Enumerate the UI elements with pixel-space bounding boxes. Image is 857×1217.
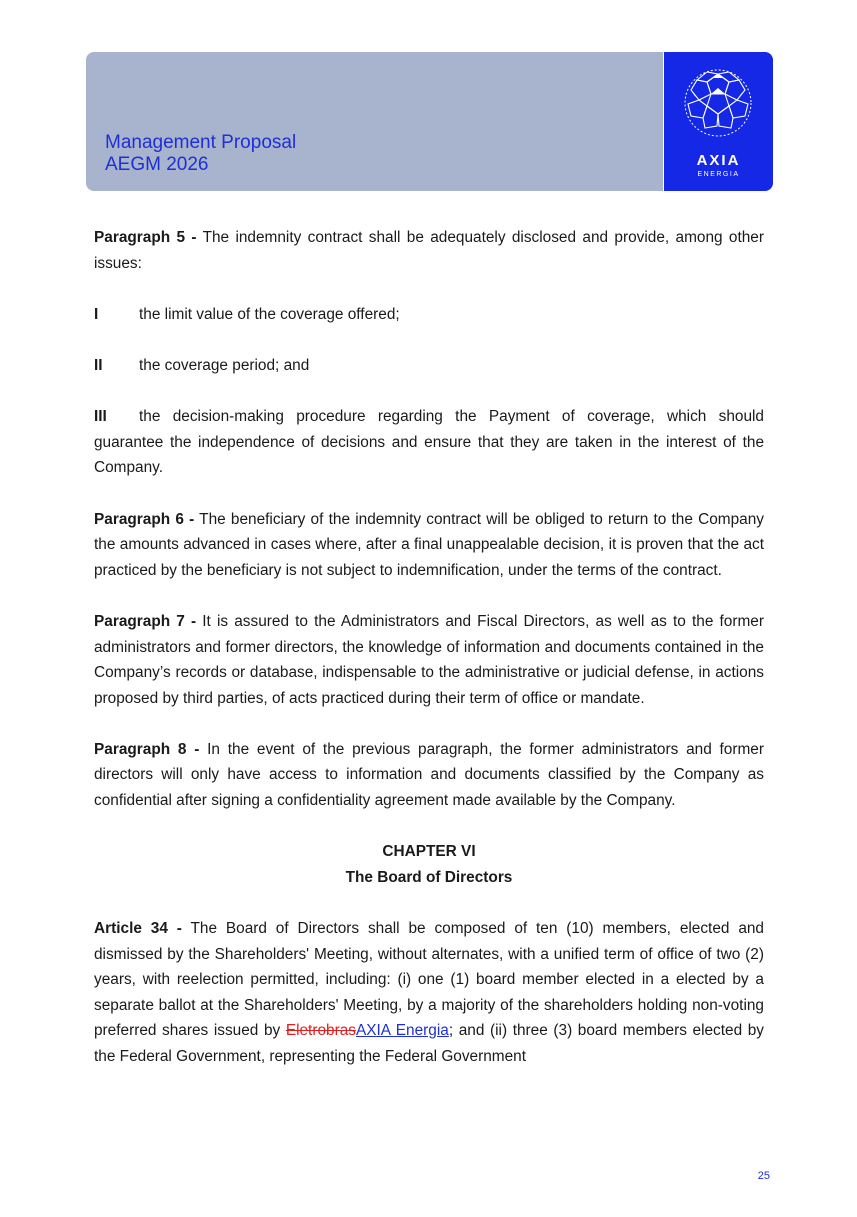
list-item-text: the limit value of the coverage offered; (139, 305, 400, 323)
logo-subtext: ENERGIA (697, 171, 740, 178)
geodesic-globe-icon (683, 68, 753, 138)
list-item-number: I (94, 305, 99, 323)
paragraph-7-lead: Paragraph 7 - (94, 612, 197, 630)
article-34-text: The Board of Directors shall be composed of ten (10) members, elected and dismissed by the Shareholders' Meeting, without alternates, with a unified term of office of two (2) years, with reelection permitted, including: (i) one (1) board member elected in a elected by a separate ballot at the Shareholders' Meeting, by a majority of the shareholders holding non-voting preferred shares issued by (94, 920, 764, 1040)
paragraph-8-lead: Paragraph 8 - (94, 740, 200, 758)
company-logo (664, 52, 773, 191)
list-item (94, 302, 764, 328)
paragraph-7 (94, 609, 764, 711)
paragraph-5-text: The indemnity contract shall be adequately disclosed and provide, among other issues: (94, 229, 764, 272)
paragraph-5-lead: Paragraph 5 - (94, 229, 197, 246)
paragraph-5 (94, 225, 764, 276)
page-number: 25 (757, 1170, 770, 1182)
article-34-text-continued: ; and (ii) three (3) board members elected by the Federal Government, representing the Federal Government (94, 1022, 764, 1065)
list-item (94, 404, 764, 481)
paragraph-7-text: It is assured to the Administrators and Fiscal Directors, as well as to the former administrators and former directors, the knowledge of information and documents contained in the Company’s records or database, indispensable to the administrative or judicial defense, in actions proposed by third parties, of acts practiced during their term of office or mandate. (94, 612, 764, 707)
title-line-1: Management Proposal (105, 132, 297, 153)
chapter-title: The Board of Directors (345, 868, 513, 886)
paragraph-6 (94, 507, 764, 584)
logo-wordmark: AXIA (696, 152, 741, 169)
article-34-lead: Article 34 - (94, 920, 182, 938)
deleted-text: Eletrobras (285, 1022, 356, 1040)
list-item-number: III (94, 408, 107, 426)
chapter-number: CHAPTER VI (382, 843, 476, 861)
list-item-text: the coverage period; and (139, 356, 310, 374)
list-item-number: II (94, 356, 103, 374)
document-title (105, 132, 296, 176)
title-line-2: AEGM 2026 (105, 154, 209, 175)
paragraph-8-text: In the event of the previous paragraph, the former administrators and former directors will only have access to information and documents classified by the Company as confidential after signing a confidentiality agreement made available by the Company. (94, 740, 764, 810)
paragraph-6-lead: Paragraph 6 - (94, 510, 195, 528)
paragraph-6-text: The beneficiary of the indemnity contract will be obliged to return to the Company the amounts advanced in cases where, after a final unappealable decision, it is proven that the act practiced by the beneficiary is not subject to indemnification, under the terms of the contract. (94, 510, 764, 579)
article-34 (94, 916, 764, 1070)
document-body (94, 225, 764, 1070)
paragraph-8 (94, 737, 764, 814)
list-item (94, 353, 764, 379)
header-band (86, 52, 663, 191)
list-item-text: the decision-making procedure regarding the Payment of coverage, which should guarantee the independence of decisions and ensure that they are taken in the interest of the Company. (94, 408, 764, 477)
inserted-text: AXIA Energia (355, 1022, 449, 1040)
